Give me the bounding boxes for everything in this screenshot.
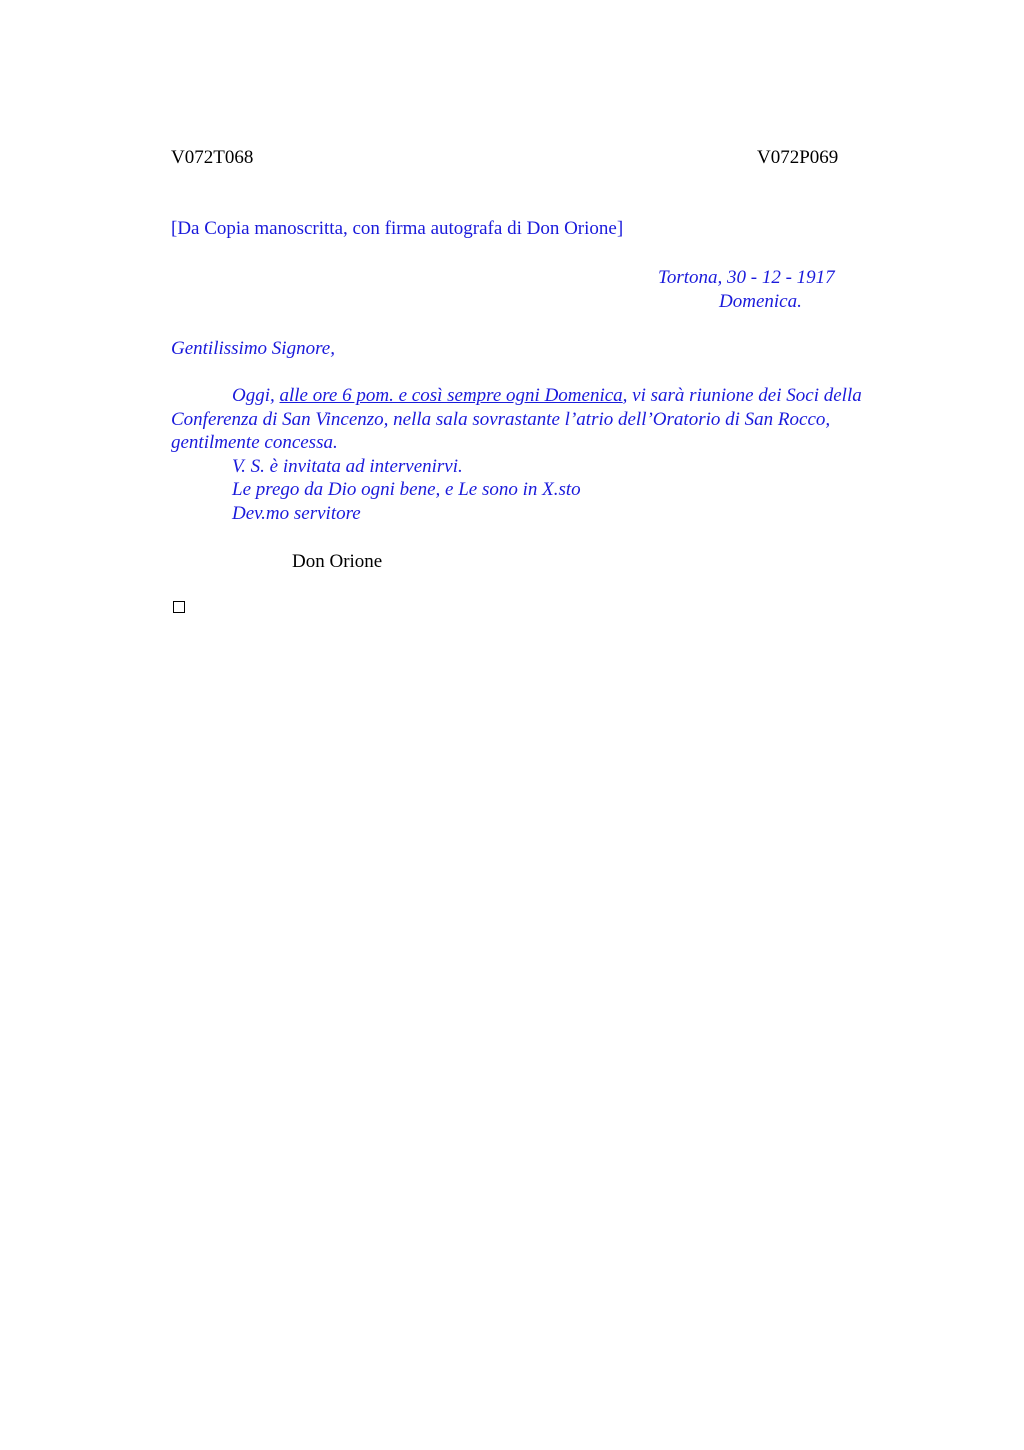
salutation: Gentilissimo Signore, bbox=[171, 338, 335, 359]
body-line-1-rest: , vi sarà riunione dei Soci della bbox=[622, 385, 862, 406]
source-note: [Da Copia manoscritta, con firma autografa di Don Orione] bbox=[171, 218, 624, 239]
body-line-5 bbox=[171, 478, 931, 502]
body-line-3: gentilmente concessa. bbox=[171, 432, 338, 453]
body-line-6 bbox=[171, 502, 931, 526]
body-intro: Oggi, bbox=[232, 385, 280, 406]
signature: Don Orione bbox=[292, 551, 383, 572]
body-line-4-text: V. S. è invitata ad intervenirvi. bbox=[232, 455, 463, 477]
letter-body bbox=[171, 384, 931, 525]
letter-date: Tortona, 30 - 12 - 1917 bbox=[658, 267, 835, 288]
body-line-5-text: Le prego da Dio ogni bene, e Le sono in X.sto bbox=[232, 479, 581, 500]
letter-day: Domenica. bbox=[719, 291, 802, 312]
body-line-2: Conferenza di San Vincenzo, nella sala sovrastante l’atrio dell’Oratorio di San Rocco, bbox=[171, 408, 831, 430]
body-underlined-text: alle ore 6 pom. e così sempre ogni Domenica bbox=[279, 385, 623, 406]
body-line-1 bbox=[171, 384, 931, 408]
document-code-left: V072T068 bbox=[171, 147, 254, 168]
body-line-4 bbox=[171, 455, 931, 479]
empty-square-icon bbox=[173, 601, 185, 613]
document-code-right: V072P069 bbox=[757, 147, 839, 168]
body-line-6-text: Dev.mo servitore bbox=[232, 502, 361, 524]
